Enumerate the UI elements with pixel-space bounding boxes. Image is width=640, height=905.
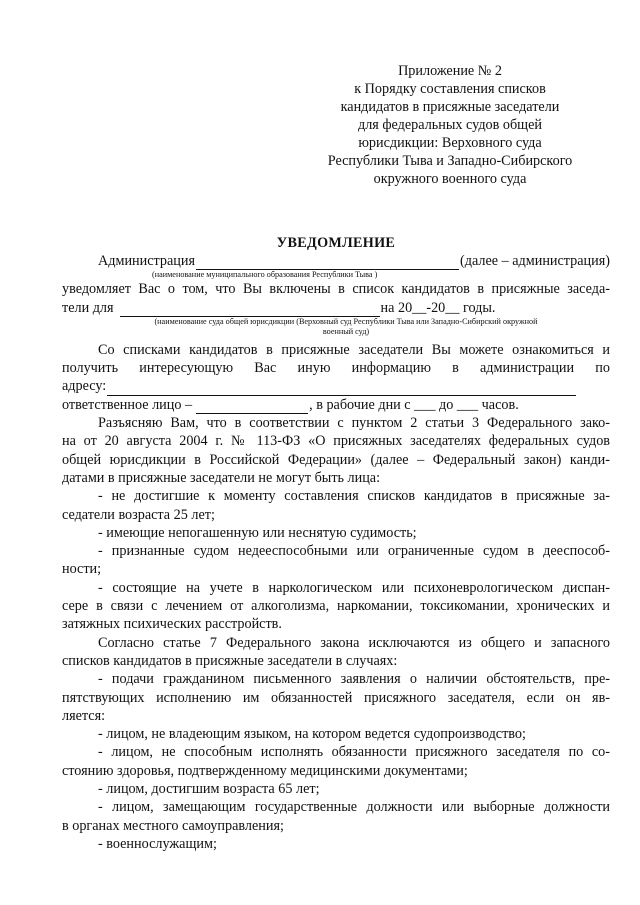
text-line: Разъясняю Вам, что в соответствии с пунктом 2 статьи 3 Федерального зако- xyxy=(98,415,610,432)
list-item: пятствующих исполнению им обязанностей присяжного заседателя, если он яв- xyxy=(62,689,610,706)
list-item: - военнослужащим; xyxy=(98,835,217,852)
responsible-label: ответственное лицо – xyxy=(62,396,193,413)
administration-caption: (наименование муниципального образования Республики Тыва ) xyxy=(152,270,378,280)
text-line: датами в присяжные заседатели не могут быть лица: xyxy=(62,469,381,486)
appendix-line: для федеральных судов общей xyxy=(357,117,542,133)
address-blank xyxy=(107,381,576,396)
court-blank xyxy=(120,302,380,317)
list-item: - лицом, не владеющим языком, на котором ведется судопроизводство; xyxy=(98,726,526,743)
appendix-line: Приложение № 2 xyxy=(398,63,502,79)
list-item: - лицом, достигшим возраста 65 лет; xyxy=(98,781,320,798)
text-line: Согласно статье 7 Федерального закона исключаются из общего и запасного xyxy=(98,634,610,651)
administration-line xyxy=(62,252,610,270)
responsible-hours: , в рабочие дни с ___ до ___ часов. xyxy=(309,396,519,413)
text-line: общей юрисдикции в Российской Федерации» (далее – Федеральный закон) канди- xyxy=(62,451,610,468)
appendix-line: Республики Тыва и Западно-Сибирского xyxy=(327,153,573,169)
list-item: - состоящие на учете в наркологическом или психоневрологическом диспан- xyxy=(98,579,610,596)
appendix-line: кандидатов в присяжные заседатели xyxy=(340,99,560,115)
court-caption-2: военный суд) xyxy=(322,326,370,336)
appendix-line: окружного военного суда xyxy=(373,171,527,187)
list-item: в органах местного самоуправления; xyxy=(62,817,284,834)
text-line: на от 20 августа 2004 г. № 113-ФЗ «О присяжных заседателях федеральных судов xyxy=(62,433,610,450)
document-body xyxy=(62,252,610,853)
appendix-header xyxy=(290,62,610,188)
list-item: - не достигшие к моменту составления списков кандидатов в присяжные за- xyxy=(98,488,610,505)
text-line: списков кандидатов в присяжные заседатели в случаях: xyxy=(62,652,398,669)
list-item: - лицом, не способным исполнять обязанности присяжного заседателя по со- xyxy=(98,744,610,761)
address-line xyxy=(62,377,610,395)
list-item: - имеющие непогашенную или неснятую судимость; xyxy=(98,524,417,541)
document-title: УВЕДОМЛЕНИЕ xyxy=(276,235,396,251)
court-years: на 20__-20__ годы. xyxy=(380,299,496,316)
list-item: сере в связи с лечением от алкоголизма, наркомании, токсикомании, хронических и xyxy=(62,598,610,615)
appendix-line: к Порядку составления списков xyxy=(354,81,546,97)
court-line xyxy=(62,299,610,317)
list-item: стоянию здоровья, подтвержденному медицинскими документами; xyxy=(62,762,468,779)
administration-label: Администрация xyxy=(98,253,195,269)
lists-line: получить интересующую Вас иную информацию в администрации по xyxy=(62,360,610,377)
notice-line: уведомляет Вас о том, что Вы включены в список кандидатов в присяжные заседа- xyxy=(62,281,610,298)
list-item: седатели возраста 25 лет; xyxy=(62,506,215,523)
list-item: ности; xyxy=(62,561,102,578)
appendix-line: юрисдикции: Верховного суда xyxy=(358,135,542,151)
list-item: - признанные судом недееспособными или ограниченные судом в дееспособ- xyxy=(98,543,610,560)
responsible-blank xyxy=(196,399,308,414)
address-label: адресу: xyxy=(62,378,107,395)
administration-blank xyxy=(196,255,459,270)
court-caption-1: (наименование суда общей юрисдикции (Верховный суд Республики Тыва или Западно-Сибирский окружной xyxy=(154,316,538,326)
list-item: ляется: xyxy=(62,707,106,724)
responsible-line xyxy=(62,396,610,414)
list-item: - лицом, замещающим государственные должности или выборные должности xyxy=(98,799,610,816)
administration-note: (далее – администрация) xyxy=(460,253,610,269)
list-item: затяжных психических расстройств. xyxy=(62,616,282,633)
lists-line: Со списками кандидатов в присяжные заседатели Вы можете ознакомиться и xyxy=(98,341,610,358)
court-label: тели для xyxy=(62,299,114,316)
list-item: - подачи гражданином письменного заявления о наличии обстоятельств, пре- xyxy=(98,671,610,688)
